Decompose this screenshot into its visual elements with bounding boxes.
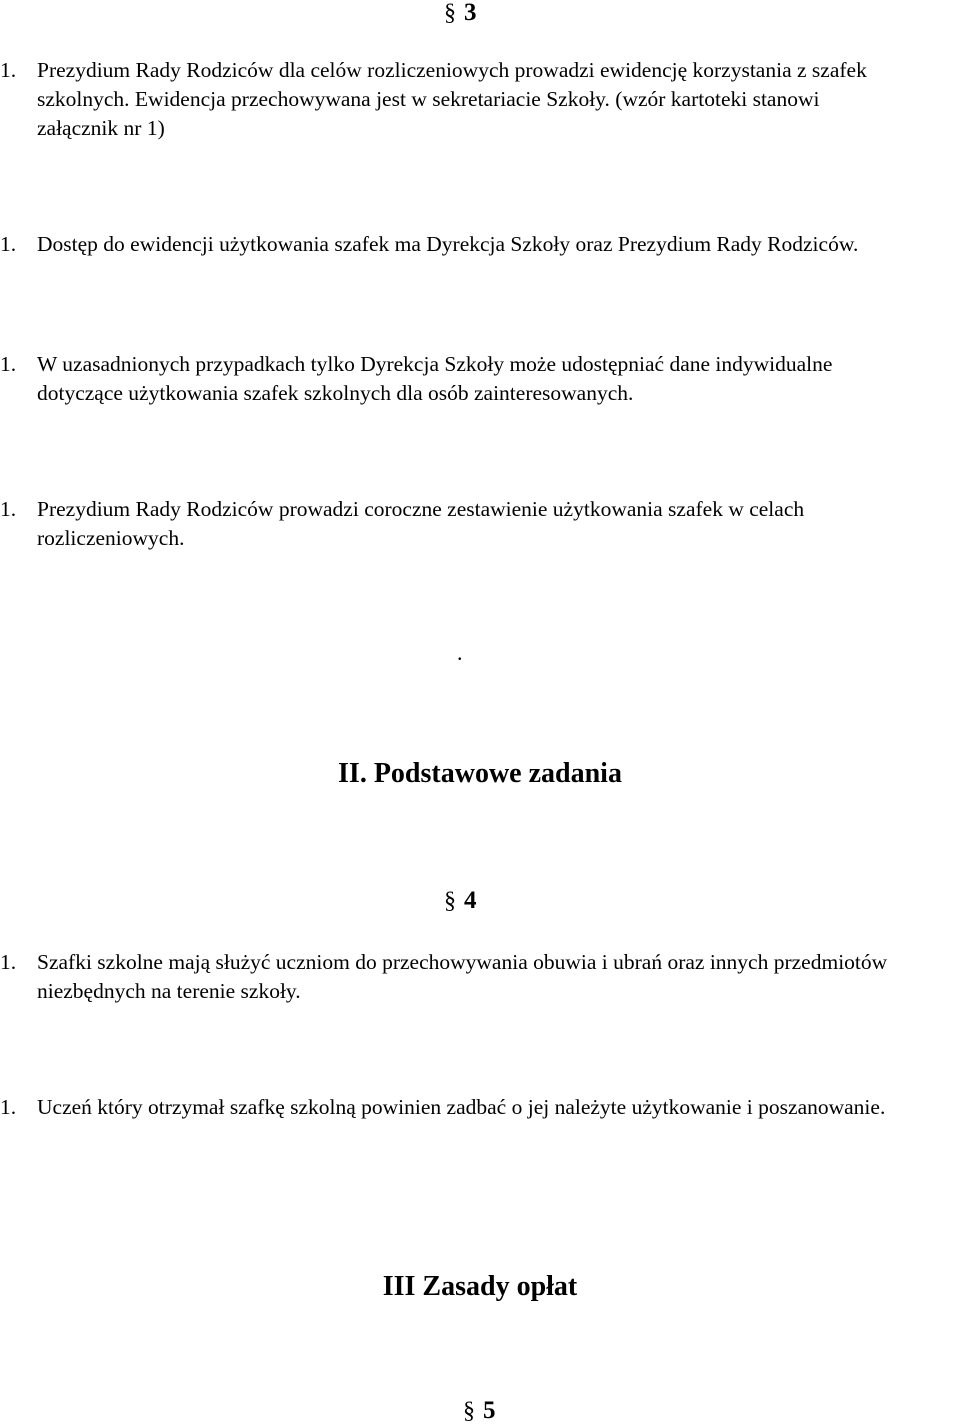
text-line: rozliczeniowych.	[37, 526, 185, 550]
text-line: szkolnych. Ewidencja przechowywana jest w sekretariacie Szkoły. (wzór kartoteki stanowi	[37, 87, 820, 111]
section-sign: §	[444, 0, 456, 26]
section-number: 5	[483, 1397, 496, 1424]
heading-ii: II. Podstawowe zadania	[338, 758, 622, 789]
text-line: dotyczące użytkowania szafek szkolnych dla osób zainteresowanych.	[37, 381, 634, 405]
text-line: Prezydium Rady Rodziców dla celów rozliczeniowych prowadzi ewidencję korzystania z szafek	[37, 58, 867, 82]
paragraph-text	[37, 495, 960, 553]
paragraph-number: 1.	[0, 232, 17, 256]
text-line: Dostęp do ewidencji użytkowania szafek ma Dyrekcja Szkoły oraz Prezydium Rady Rodziców.	[37, 232, 859, 256]
stray-dot: .	[457, 640, 463, 665]
paragraph-text	[37, 230, 960, 259]
section-5-marker	[463, 1394, 496, 1426]
paragraph-number: 1.	[0, 352, 17, 376]
paragraph-text	[37, 350, 960, 408]
text-line: załącznik nr 1)	[37, 116, 165, 140]
paragraph-number: 1.	[0, 497, 17, 521]
section-4-marker	[444, 884, 477, 916]
paragraph-number: 1.	[0, 58, 17, 82]
heading-iii: III Zasady opłat	[382, 1271, 578, 1302]
section-3-marker	[444, 0, 477, 28]
section-number: 4	[464, 887, 477, 914]
section-sign: §	[444, 888, 456, 914]
text-line: niezbędnych na terenie szkoły.	[37, 979, 301, 1003]
paragraph-text	[37, 948, 960, 1006]
text-line: W uzasadnionych przypadkach tylko Dyrekcja Szkoły może udostępniać dane indywidualne	[37, 352, 833, 376]
section-number: 3	[464, 0, 477, 26]
paragraph-text	[37, 1093, 960, 1122]
section-sign: §	[463, 1398, 475, 1424]
paragraph-number: 1.	[0, 1095, 17, 1119]
text-line: Uczeń który otrzymał szafkę szkolną powinien zadbać o jej należyte użytkowanie i poszanowanie.	[37, 1095, 886, 1119]
paragraph-text	[37, 56, 960, 143]
paragraph-number: 1.	[0, 950, 17, 974]
text-line: Prezydium Rady Rodziców prowadzi coroczne zestawienie użytkowania szafek w celach	[37, 497, 805, 521]
text-line: Szafki szkolne mają służyć uczniom do przechowywania obuwia i ubrań oraz innych przedmiotów	[37, 950, 888, 974]
